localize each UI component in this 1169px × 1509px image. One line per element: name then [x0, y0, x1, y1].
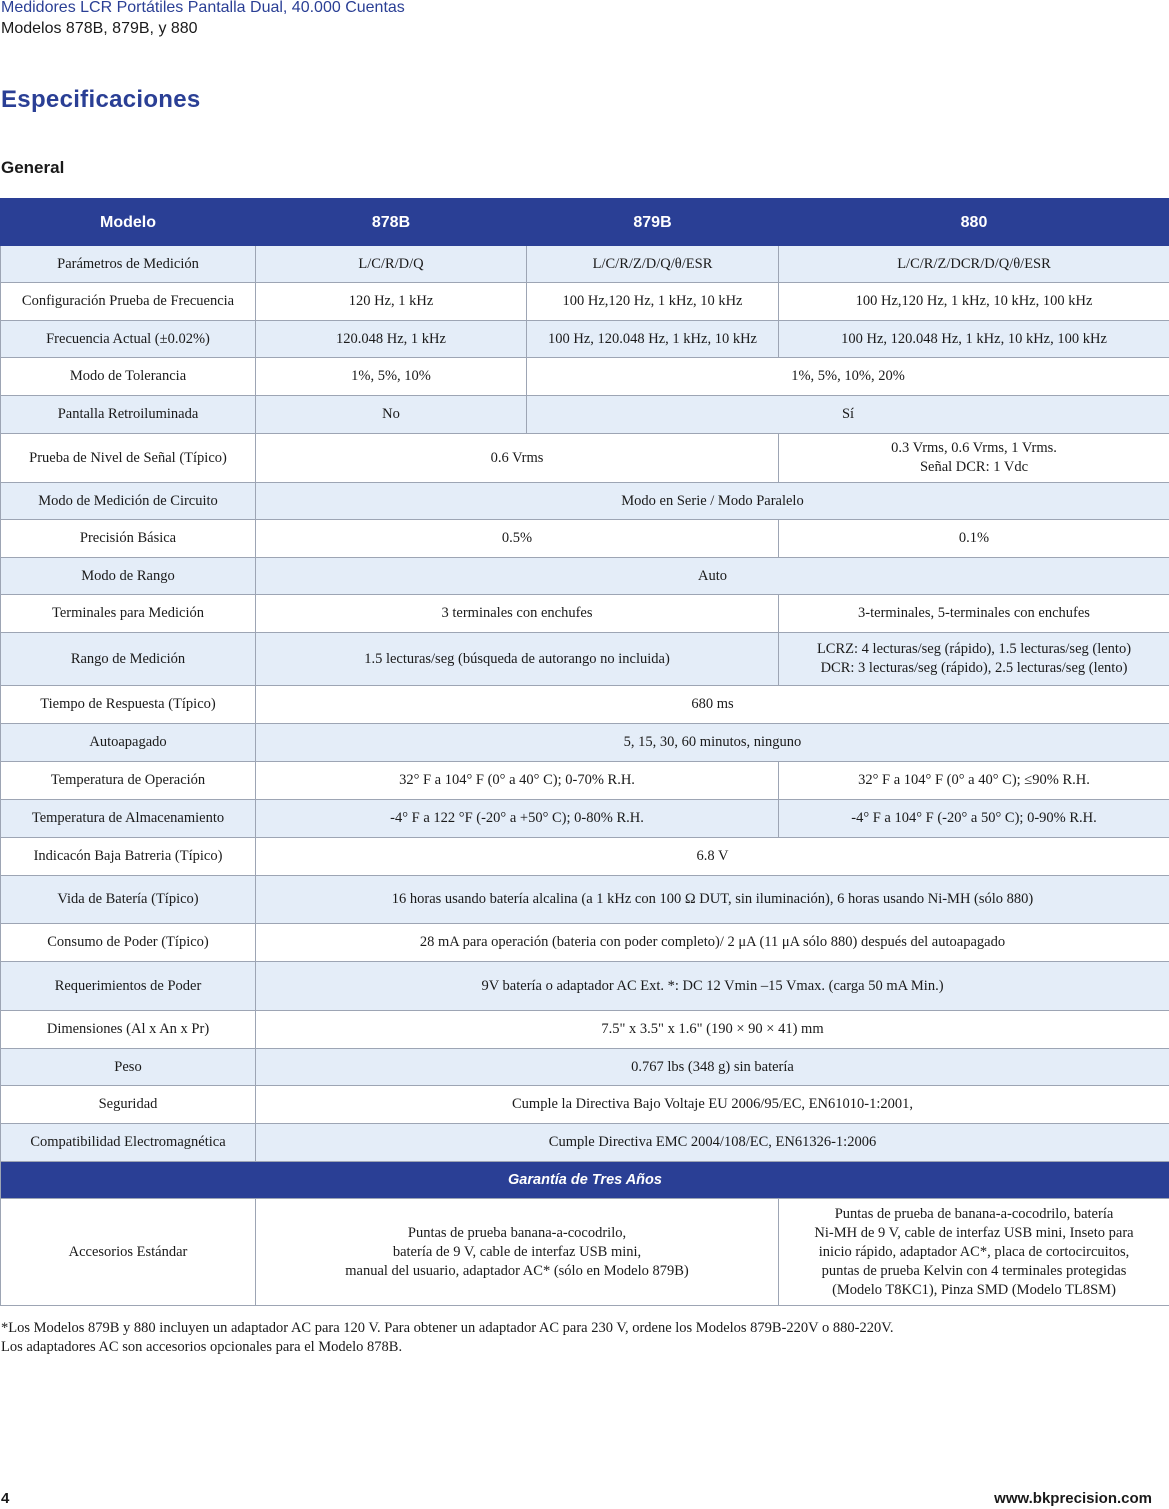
header-879b: 879B — [527, 199, 779, 246]
row-label: Pantalla Retroiluminada — [1, 396, 256, 434]
cell-value: Modo en Serie / Modo Paralelo — [256, 483, 1169, 520]
cell-value: 100 Hz,120 Hz, 1 kHz, 10 kHz, 100 kHz — [779, 283, 1169, 321]
cell-value: Cumple Directiva EMC 2004/108/EC, EN61326-1:2006 — [256, 1124, 1169, 1162]
cell-value: 100 Hz, 120.048 Hz, 1 kHz, 10 kHz — [527, 321, 779, 358]
row-label: Consumo de Poder (Típico) — [1, 924, 256, 962]
cell-value: 0.1% — [779, 520, 1169, 558]
row-label: Peso — [1, 1049, 256, 1086]
table-row — [1, 1124, 1169, 1162]
row-label: Accesorios Estándar — [1, 1199, 256, 1306]
table-header-row — [1, 199, 1169, 246]
table-row — [1, 434, 1169, 483]
row-label: Modo de Tolerancia — [1, 358, 256, 396]
cell-value: Sí — [527, 396, 1169, 434]
cell-value: Auto — [256, 558, 1169, 595]
cell-line: Puntas de prueba de banana-a-cocodrilo, batería — [834, 1205, 1114, 1222]
cell-line: puntas de prueba Kelvin con 4 terminales protegidas — [821, 1262, 1127, 1279]
table-row — [1, 762, 1169, 800]
cell-value: 120 Hz, 1 kHz — [256, 283, 527, 321]
table-row — [1, 358, 1169, 396]
cell-line: DCR: 3 lecturas/seg (rápido), 2.5 lecturas/seg (lento) — [820, 660, 1128, 676]
cell-value: 100 Hz,120 Hz, 1 kHz, 10 kHz — [527, 283, 779, 321]
cell-value: L/C/R/Z/D/Q/θ/ESR — [527, 246, 779, 283]
cell-line: (Modelo T8KC1), Pinza SMD (Modelo TL8SM) — [832, 1281, 1116, 1298]
cell-value — [256, 1199, 779, 1306]
row-label: Seguridad — [1, 1086, 256, 1124]
cell-value: L/C/R/Z/DCR/D/Q/θ/ESR — [779, 246, 1169, 283]
row-label: Vida de Batería (Típico) — [1, 876, 256, 924]
cell-value: 32° F a 104° F (0° a 40° C); 0-70% R.H. — [256, 762, 779, 800]
cell-value: 3-terminales, 5-terminales con enchufes — [779, 595, 1169, 633]
table-row — [1, 686, 1169, 724]
row-label: Dimensiones (Al x An x Pr) — [1, 1011, 256, 1049]
table-row — [1, 1049, 1169, 1086]
table-row — [1, 800, 1169, 838]
row-label: Modo de Rango — [1, 558, 256, 595]
cell-value: 120.048 Hz, 1 kHz — [256, 321, 527, 358]
row-label: Terminales para Medición — [1, 595, 256, 633]
spec-table — [0, 198, 1169, 1306]
row-label: Configuración Prueba de Frecuencia — [1, 283, 256, 321]
row-label: Prueba de Nivel de Señal (Típico) — [1, 434, 256, 483]
footnote-line: Los adaptadores AC son accesorios opcionales para el Modelo 878B. — [1, 1339, 403, 1355]
table-row — [1, 558, 1169, 595]
header-878b: 878B — [256, 199, 527, 246]
header-modelo: Modelo — [1, 199, 256, 246]
header-880: 880 — [779, 199, 1169, 246]
page-number: 4 — [1, 1490, 10, 1507]
cell-value: 680 ms — [256, 686, 1169, 724]
cell-value: 6.8 V — [256, 838, 1169, 876]
row-label: Rango de Medición — [1, 633, 256, 686]
cell-value: 1.5 lecturas/seg (búsqueda de autorango no incluida) — [256, 633, 779, 686]
warranty-banner: Garantía de Tres Años — [1, 1162, 1169, 1199]
warranty-row — [1, 1162, 1169, 1199]
header-models: Modelos 878B, 879B, y 880 — [1, 20, 198, 37]
footnote — [1, 1319, 893, 1357]
cell-line: manual del usuario, adaptador AC* (sólo en Modelo 879B) — [345, 1262, 689, 1279]
table-row — [1, 520, 1169, 558]
cell-value: L/C/R/D/Q — [256, 246, 527, 283]
cell-line: inicio rápido, adaptador AC*, placa de cortocircuitos, — [818, 1243, 1130, 1260]
cell-value: 3 terminales con enchufes — [256, 595, 779, 633]
table-row — [1, 724, 1169, 762]
cell-value: 100 Hz, 120.048 Hz, 1 kHz, 10 kHz, 100 kHz — [779, 321, 1169, 358]
table-row — [1, 483, 1169, 520]
section-heading: General — [1, 158, 65, 177]
cell-value: 0.767 lbs (348 g) sin batería — [256, 1049, 1169, 1086]
table-row — [1, 924, 1169, 962]
header-product-line: Medidores LCR Portátiles Pantalla Dual, 40.000 Cuentas — [1, 0, 405, 16]
table-row — [1, 838, 1169, 876]
table-row — [1, 962, 1169, 1011]
table-row — [1, 396, 1169, 434]
row-label: Temperatura de Operación — [1, 762, 256, 800]
cell-value — [779, 633, 1169, 686]
cell-line: Señal DCR: 1 Vdc — [919, 459, 1029, 475]
row-label: Autoapagado — [1, 724, 256, 762]
cell-line: LCRZ: 4 lecturas/seg (rápido), 1.5 lecturas/seg (lento) — [816, 641, 1132, 657]
table-row — [1, 633, 1169, 686]
cell-value: 7.5" x 3.5" x 1.6" (190 × 90 × 41) mm — [256, 1011, 1169, 1049]
table-row — [1, 876, 1169, 924]
cell-value — [779, 434, 1169, 483]
table-row — [1, 283, 1169, 321]
cell-value: 5, 15, 30, 60 minutos, ninguno — [256, 724, 1169, 762]
row-label: Precisión Básica — [1, 520, 256, 558]
cell-value: Cumple la Directiva Bajo Voltaje EU 2006/95/EC, EN61010-1:2001, — [256, 1086, 1169, 1124]
footer-url: www.bkprecision.com — [994, 1490, 1152, 1507]
cell-value — [779, 1199, 1169, 1306]
cell-value: 32° F a 104° F (0° a 40° C); ≤90% R.H. — [779, 762, 1169, 800]
cell-line: 0.3 Vrms, 0.6 Vrms, 1 Vrms. — [891, 440, 1057, 456]
cell-line: Ni-MH de 9 V, cable de interfaz USB mini, Inseto para — [814, 1224, 1134, 1241]
cell-value: 0.6 Vrms — [256, 434, 779, 483]
table-row — [1, 595, 1169, 633]
table-row — [1, 1086, 1169, 1124]
cell-value: 16 horas usando batería alcalina (a 1 kHz con 100 Ω DUT, sin iluminación), 6 horas usando Ni-MH (sólo 880) — [256, 876, 1169, 924]
cell-line: batería de 9 V, cable de interfaz USB mini, — [392, 1243, 642, 1260]
row-label: Tiempo de Respuesta (Típico) — [1, 686, 256, 724]
cell-value: 0.5% — [256, 520, 779, 558]
table-row — [1, 1011, 1169, 1049]
footnote-line: *Los Modelos 879B y 880 incluyen un adaptador AC para 120 V. Para obtener un adaptador AC para 230 V, ordene los Modelos 879B-220V o 880-220V. — [1, 1320, 894, 1336]
row-label: Modo de Medición de Circuito — [1, 483, 256, 520]
table-row — [1, 321, 1169, 358]
row-label: Temperatura de Almacenamiento — [1, 800, 256, 838]
cell-value: No — [256, 396, 527, 434]
table-row — [1, 1199, 1169, 1306]
cell-value: 1%, 5%, 10%, 20% — [527, 358, 1169, 396]
page-title: Especificaciones — [1, 86, 201, 113]
row-label: Compatibilidad Electromagnética — [1, 1124, 256, 1162]
table-row — [1, 246, 1169, 283]
cell-value: 28 mA para operación (bateria con poder completo)/ 2 μA (11 μA sólo 880) después del autoapagado — [256, 924, 1169, 962]
cell-value: 9V batería o adaptador AC Ext. *: DC 12 Vmin –15 Vmax. (carga 50 mA Min.) — [256, 962, 1169, 1011]
cell-value: 1%, 5%, 10% — [256, 358, 527, 396]
row-label: Requerimientos de Poder — [1, 962, 256, 1011]
cell-value: -4° F a 104° F (-20° a 50° C); 0-90% R.H. — [779, 800, 1169, 838]
row-label: Parámetros de Medición — [1, 246, 256, 283]
row-label: Frecuencia Actual (±0.02%) — [1, 321, 256, 358]
cell-value: -4° F a 122 °F (-20° a +50° C); 0-80% R.H. — [256, 800, 779, 838]
row-label: Indicacón Baja Batreria (Típico) — [1, 838, 256, 876]
cell-line: Puntas de prueba banana-a-cocodrilo, — [407, 1224, 627, 1241]
